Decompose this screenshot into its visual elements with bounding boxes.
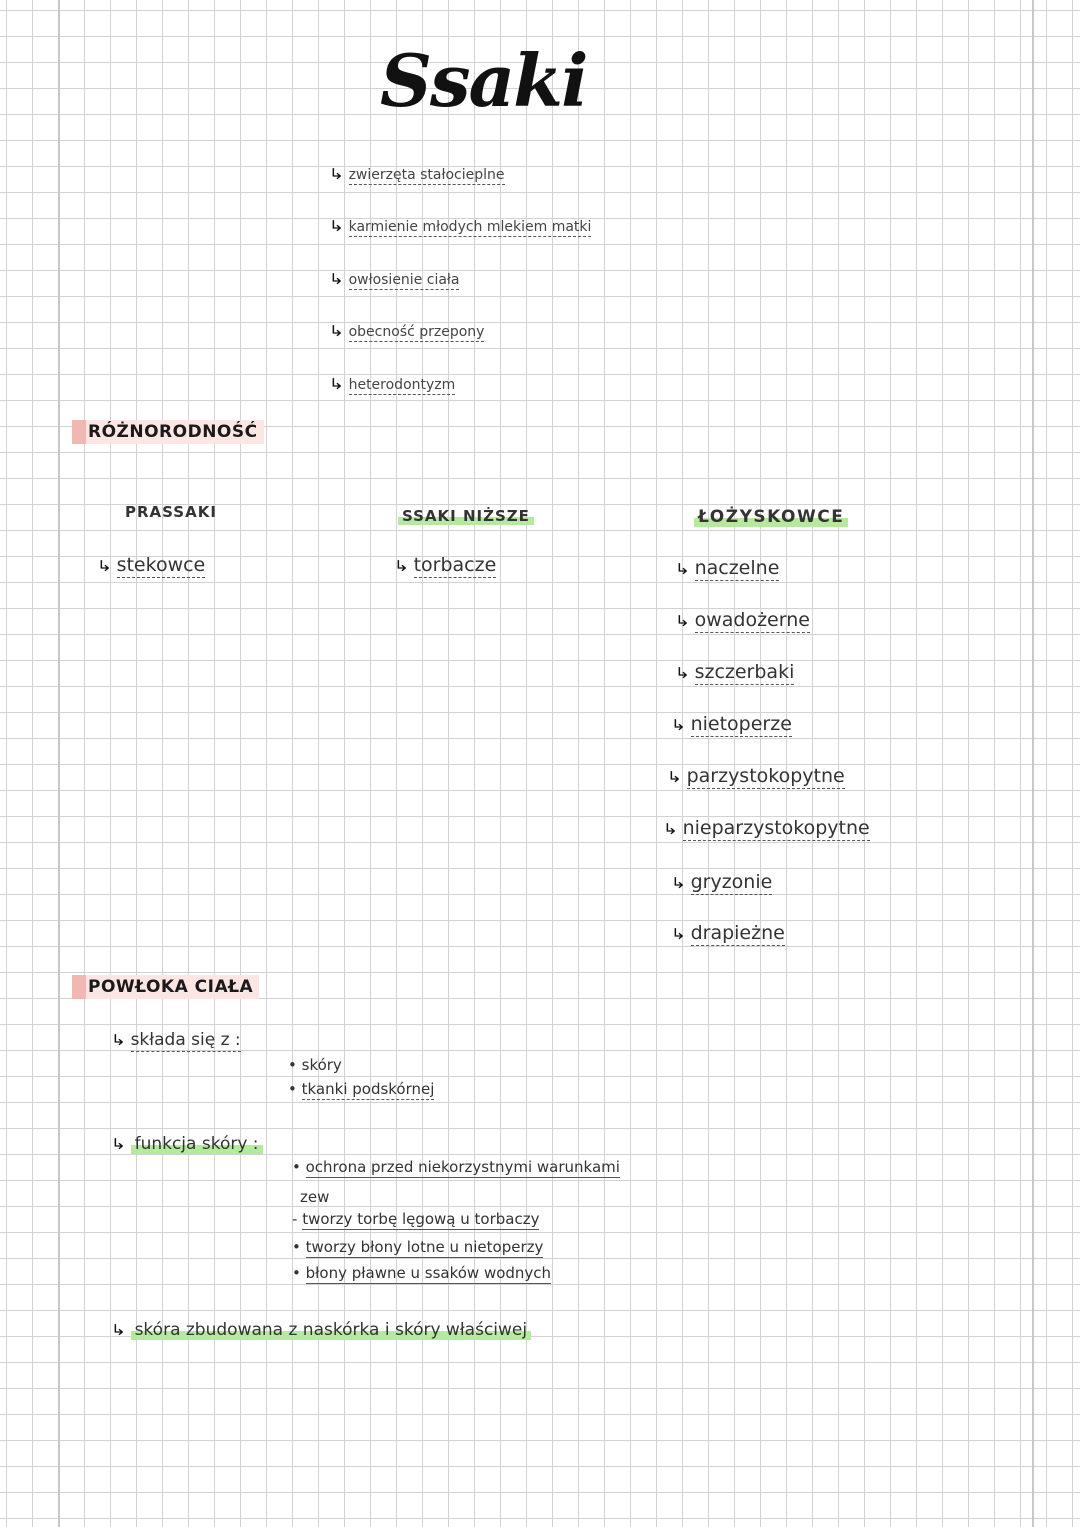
list-item: ↳ stekowce: [96, 554, 206, 576]
left-margin-line: [58, 0, 60, 1527]
arrow-icon: ↳: [674, 612, 690, 630]
arrow-icon: ↳: [328, 375, 344, 393]
arrow-icon: ↳: [393, 557, 409, 575]
arrow-icon: ↳: [328, 217, 344, 235]
list-item: ↳ owadożerne: [674, 609, 810, 631]
list-item: • tkanki podskórnej: [288, 1080, 435, 1098]
arrow-icon: ↳: [96, 557, 112, 575]
body-cover-heading: POWŁOKA CIAŁA: [72, 975, 259, 999]
column-title-lozyskowce: ŁOŻYSKOWCE: [694, 507, 848, 527]
list-item: ↳ drapieżne: [670, 922, 785, 944]
arrow-icon: ↳: [110, 1135, 126, 1153]
function-label: ↳ funkcja skóry :: [112, 1134, 263, 1154]
list-item: ↳ zwierzęta stałocieplne: [328, 165, 505, 183]
column-title-prassaki: PRASSAKI: [125, 503, 217, 521]
arrow-icon: ↳: [662, 820, 678, 838]
arrow-icon: ↳: [674, 560, 690, 578]
arrow-icon: ↳: [666, 768, 682, 786]
arrow-icon: ↳: [670, 716, 686, 734]
list-item: • ochrona przed niekorzystnymi warunkami: [292, 1158, 620, 1176]
list-item: ↳ heterodontyzm: [328, 375, 456, 393]
list-item: ↳ szczerbaki: [674, 661, 795, 683]
list-item: • błony pławne u ssaków wodnych: [292, 1264, 552, 1282]
list-item: ↳ gryzonie: [670, 871, 773, 893]
list-item: ↳ owłosienie ciała: [328, 270, 460, 288]
arrow-icon: ↳: [670, 874, 686, 892]
column-title-ssaki-nizsze: SSAKI NIŻSZE: [398, 507, 534, 525]
arrow-icon: ↳: [110, 1031, 126, 1049]
list-item: - tworzy torbę lęgową u torbaczy: [292, 1210, 540, 1228]
list-item: ↳ obecność przepony: [328, 322, 485, 340]
list-item: ↳ karmienie młodych mlekiem matki: [328, 217, 592, 235]
arrow-icon: ↳: [110, 1321, 126, 1339]
arrow-icon: ↳: [328, 270, 344, 288]
arrow-icon: ↳: [328, 322, 344, 340]
list-item: ↳ parzystokopytne: [666, 765, 845, 787]
list-item: ↳ nieparzystokopytne: [662, 817, 870, 839]
list-item: ↳ naczelne: [674, 557, 780, 579]
arrow-icon: ↳: [674, 664, 690, 682]
composition-label: ↳ składa się z :: [110, 1030, 241, 1050]
structure-note: ↳ skóra zbudowana z naskórka i skóry właściwej: [112, 1320, 531, 1340]
diversity-heading: RÓŻNORODNOŚĆ: [72, 420, 264, 444]
list-item: zew: [300, 1188, 330, 1206]
list-item: • tworzy błony lotne u nietoperzy: [292, 1238, 544, 1256]
arrow-icon: ↳: [670, 925, 686, 943]
arrow-icon: ↳: [328, 165, 344, 183]
list-item: ↳ nietoperze: [670, 713, 792, 735]
list-item: • skóry: [288, 1056, 342, 1074]
page-title: Ssaki: [380, 38, 587, 123]
right-margin-line: [1032, 0, 1034, 1527]
list-item: ↳ torbacze: [393, 554, 497, 576]
